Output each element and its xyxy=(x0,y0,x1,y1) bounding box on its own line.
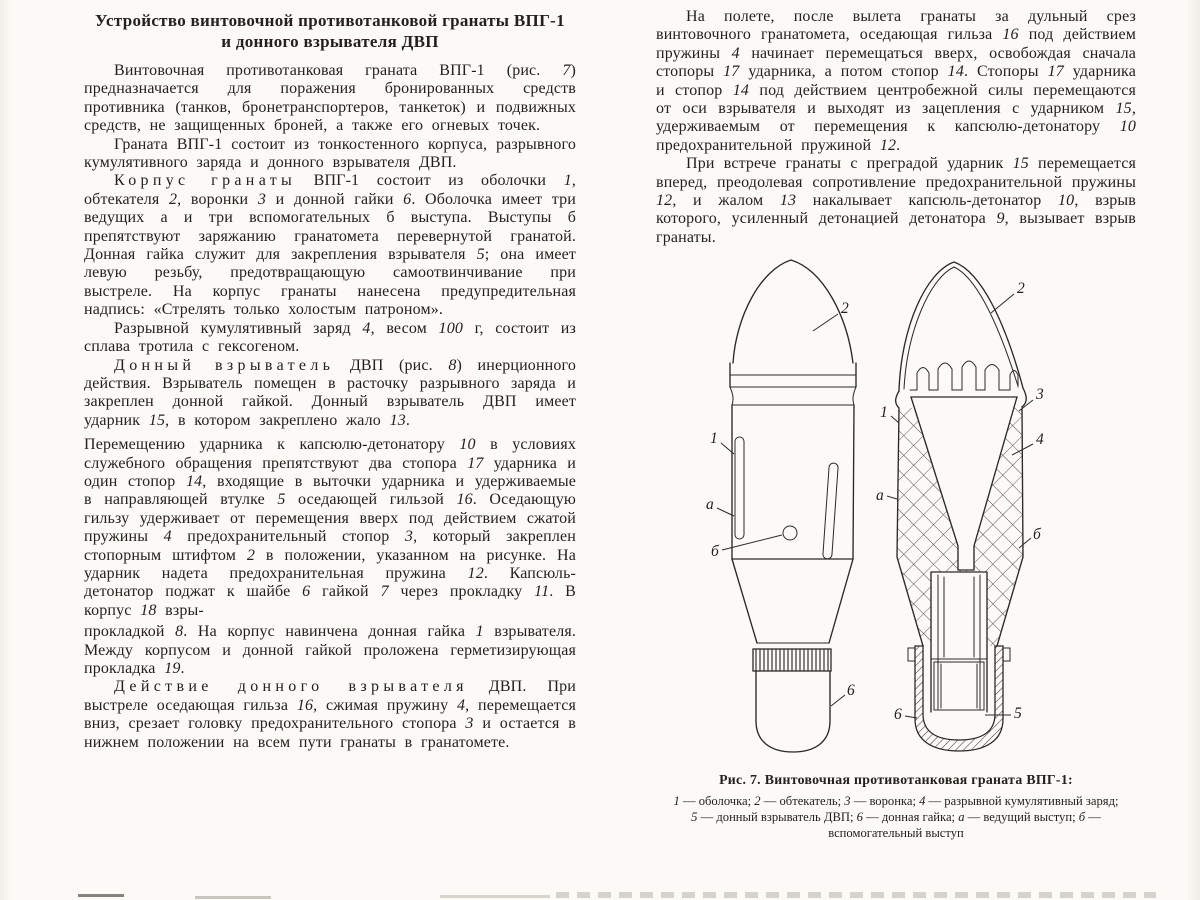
right-paragraph-1: На полете, после вылета гранаты за дульный срез винтовочного гранатомета, оседающая гильза 16 под действием пружины 4 начинает перемещаться вверх, освобождая сначала стопоры 17 ударника, а потом стопор 14. Стопоры 17 ударника и стопор 14 под действием центробежной силы перемещаются от оси взрывателя и выходят из зацепления с ударником 15, удерживаемым от перемещения к капсюлю-детонатору 10 предохранительной пружиной 12. xyxy=(656,8,1137,154)
inline-heading-dejstvie: Действие донного взрывателя xyxy=(114,678,468,696)
left-paragraph-1: Винтовочная противотанковая граната ВПГ-1 (рис. 7) предназначается для поражения бронированных средств противника (танков, бронетранспортеров, танкеток) и подвижных средств, не защищенных броней, а также его огневых точек. xyxy=(84,62,576,135)
leader-line xyxy=(991,294,1014,313)
part-label: б xyxy=(1033,526,1041,544)
leader-line xyxy=(831,695,845,706)
article-title-line-2: и донного взрывателя ДВП xyxy=(221,32,439,51)
leader-line xyxy=(722,535,782,550)
left-column xyxy=(84,10,576,752)
grenade-external-view xyxy=(706,260,856,752)
left-paragraph-7: прокладкой 8. На корпус навинчена донная гайка 1 взрывателя. Между корпусом и донной гайкой проложена герметизирующая прокладка 19. xyxy=(84,623,576,677)
part-label: 6 xyxy=(847,682,855,700)
scan-artifact xyxy=(195,896,271,899)
leader-line xyxy=(891,416,899,423)
part-label: 5 xyxy=(1014,705,1022,723)
figure-vpg1-drawing xyxy=(686,257,1078,763)
figure-vpg1 xyxy=(686,257,1136,768)
leader-line xyxy=(887,496,897,499)
figure-legend: 1 — оболочка; 2 — обтекатель; 3 — воронка; 4 — разрывной кумулятивный заряд; 5 — донный взрыватель ДВП; 6 — донная гайка; а — ведущий выступ; б — вспомогательный выступ xyxy=(673,794,1119,840)
figure-caption xyxy=(656,772,1136,788)
part-label: 2 xyxy=(841,300,849,318)
part-label: а xyxy=(876,487,884,505)
inline-heading-vzryvatel: Донный взрыватель xyxy=(114,356,335,374)
right-paragraph-2: При встрече гранаты с преградой ударник 15 перемещается вперед, преодолевая сопротивление предохранительной пружины 12, и жалом 13 накалывает капсюль-детонатор 10, взрыв которого, усиленный детонацией детонатора 9, вызывает взрыв гранаты. xyxy=(656,155,1137,246)
left-paragraph-5: Донный взрыватель ДВП (рис. 8) инерционного действия. Взрыватель помещен в расточку разрывного заряда и закреплен донной гайкой. Донный взрыватель ДВП имеет ударник 15, в котором закреплено жало 13. xyxy=(84,356,576,429)
left-paragraph-6: Перемещению ударника к капсюлю-детонатору 10 в условиях служебного обращения препятствуют два стопора 17 ударника и один стопор 14, входящие в выточки ударника и удерживаемые в направляющей втулке 5 оседающей гильзой 16. Оседающую гильзу удерживает от перемещения вверх под действием сжатой пружины 4 предохранительный стопор 3, который закреплен стопорным штифтом 2 в положении, указанном на рисунке. На ударник надета предохранительная пружина 12. Капсюль-детонатор поджат к шайбе 6 гайкой 7 через прокладку 11. В корпус 18 взры- xyxy=(84,436,577,619)
scan-artifact xyxy=(556,892,1156,898)
article-title xyxy=(84,10,576,52)
leader-line xyxy=(813,314,838,331)
figure-caption-text: Винтовочная противотанковая граната ВПГ-1: xyxy=(764,772,1073,788)
scan-artifact xyxy=(78,894,124,897)
article-title-line-1: Устройство винтовочной противотанковой гранаты ВПГ-1 xyxy=(95,11,565,30)
left-paragraph-8: Действие донного взрывателя ДВП. При выстреле оседающая гильза 16, сжимая пружину 4, перемещается вниз, срезает головку предохранительного стопора 3 и остается в нижнем положении на всем пути гранаты в гранатомете. xyxy=(84,678,577,751)
scan-artifact xyxy=(440,895,550,898)
part-label: 1 xyxy=(710,430,718,448)
left-paragraph-3: Корпус гранаты ВПГ-1 состоит из оболочки 1, обтекателя 2, воронки 3 и донной гайки 6. Оболочка имеет три ведущих а и три вспомогательных б выступа. Выступы б препятствуют заряжанию гранатомета перевернутой гранатой. Донная гайка служит для закрепления взрывателя 5; она имеет левую резьбу, предотвращающую самоотвинчивание при выстреле. На корпус гранаты нанесена предупредительная надпись: «Стрелять только холостым патроном». xyxy=(84,172,577,319)
right-column xyxy=(656,8,1136,842)
grenade-section-view xyxy=(876,262,1044,751)
part-label: 2 xyxy=(1017,280,1025,298)
left-paragraph-2: Граната ВПГ-1 состоит из тонкостенного корпуса, разрывного кумулятивного заряда и донного взрывателя ДВП. xyxy=(84,135,576,172)
part-label: 4 xyxy=(1036,431,1044,449)
part-label: 6 xyxy=(894,706,902,724)
part-label: б xyxy=(711,543,719,561)
part-label: 1 xyxy=(880,404,888,422)
left-paragraph-4: Разрывной кумулятивный заряд 4, весом 100 г, состоит из сплава тротила с гексогеном. xyxy=(84,319,576,356)
part-label: 3 xyxy=(1036,386,1044,404)
figure-caption-label: Рис. 7. xyxy=(719,772,761,788)
inline-heading-korpus: Корпус гранаты xyxy=(114,172,297,190)
part-label: а xyxy=(706,496,714,514)
